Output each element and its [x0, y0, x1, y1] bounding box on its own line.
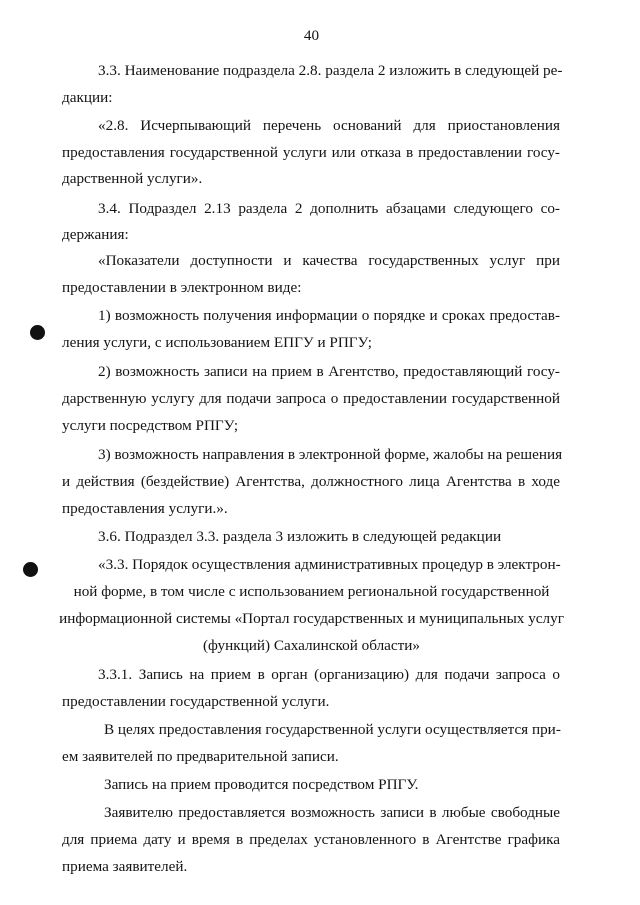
text-line: «3.3. Порядок осуществления административных процедур в электрон-: [98, 556, 561, 573]
text-line: 3) возможность направления в электронной форме, жалобы на решения: [98, 446, 563, 463]
text-line: предоставлении государственной услуги.: [62, 693, 330, 710]
punch-hole: [23, 562, 38, 577]
page-number: 40: [303, 27, 320, 44]
text-line: информационной системы «Портал государственных и муниципальных услуг: [59, 610, 564, 627]
text-line: 3.3.1. Запись на прием в орган (организацию) для подачи запроса о: [98, 666, 560, 683]
text-line: 3.4. Подраздел 2.13 раздела 2 дополнить абзацами следующего со-: [98, 200, 560, 217]
text-line: ем заявителей по предварительной записи.: [62, 748, 339, 765]
text-line: В целях предоставления государственной услуги осуществляется при-: [104, 721, 561, 738]
text-line: 3.3. Наименование подраздела 2.8. раздела 2 изложить в следующей ре-: [98, 62, 563, 79]
text-line: ной форме, в том числе с использованием региональной государственной: [73, 583, 550, 600]
text-line: «Показатели доступности и качества государственных услуг при: [98, 252, 560, 269]
text-line: предоставления услуги.».: [62, 500, 228, 517]
text-line: Запись на прием проводится посредством РПГУ.: [104, 776, 419, 793]
text-line: услуги посредством РПГУ;: [62, 417, 239, 434]
text-line: для приема дату и время в пределах установленного в Агентстве графика: [62, 831, 560, 848]
text-line: ления услуги, с использованием ЕПГУ и РПГУ;: [62, 334, 372, 351]
text-line: «2.8. Исчерпывающий перечень оснований для приостановления: [98, 117, 560, 134]
text-line: приема заявителей.: [62, 858, 188, 875]
text-line: 1) возможность получения информации о порядке и сроках предостав-: [98, 307, 560, 324]
punch-hole: [30, 325, 45, 340]
text-line: держания:: [62, 226, 129, 243]
text-line: (функций) Сахалинской области»: [202, 637, 421, 654]
text-line: предоставлении в электронном виде:: [62, 279, 302, 296]
text-line: Заявителю предоставляется возможность записи в любые свободные: [104, 804, 560, 821]
text-line: дакции:: [62, 89, 113, 106]
text-line: и действия (бездействие) Агентства, должностного лица Агентства в ходе: [62, 473, 560, 490]
text-line: дарственную услугу для подачи запроса о предоставлении государственной: [62, 390, 560, 407]
text-line: 3.6. Подраздел 3.3. раздела 3 изложить в следующей редакции: [98, 528, 502, 545]
text-line: дарственной услуги».: [62, 170, 203, 187]
text-line: 2) возможность записи на прием в Агентство, предоставляющий госу-: [98, 363, 560, 380]
text-line: предоставления государственной услуги или отказа в предоставлении госу-: [62, 144, 560, 161]
